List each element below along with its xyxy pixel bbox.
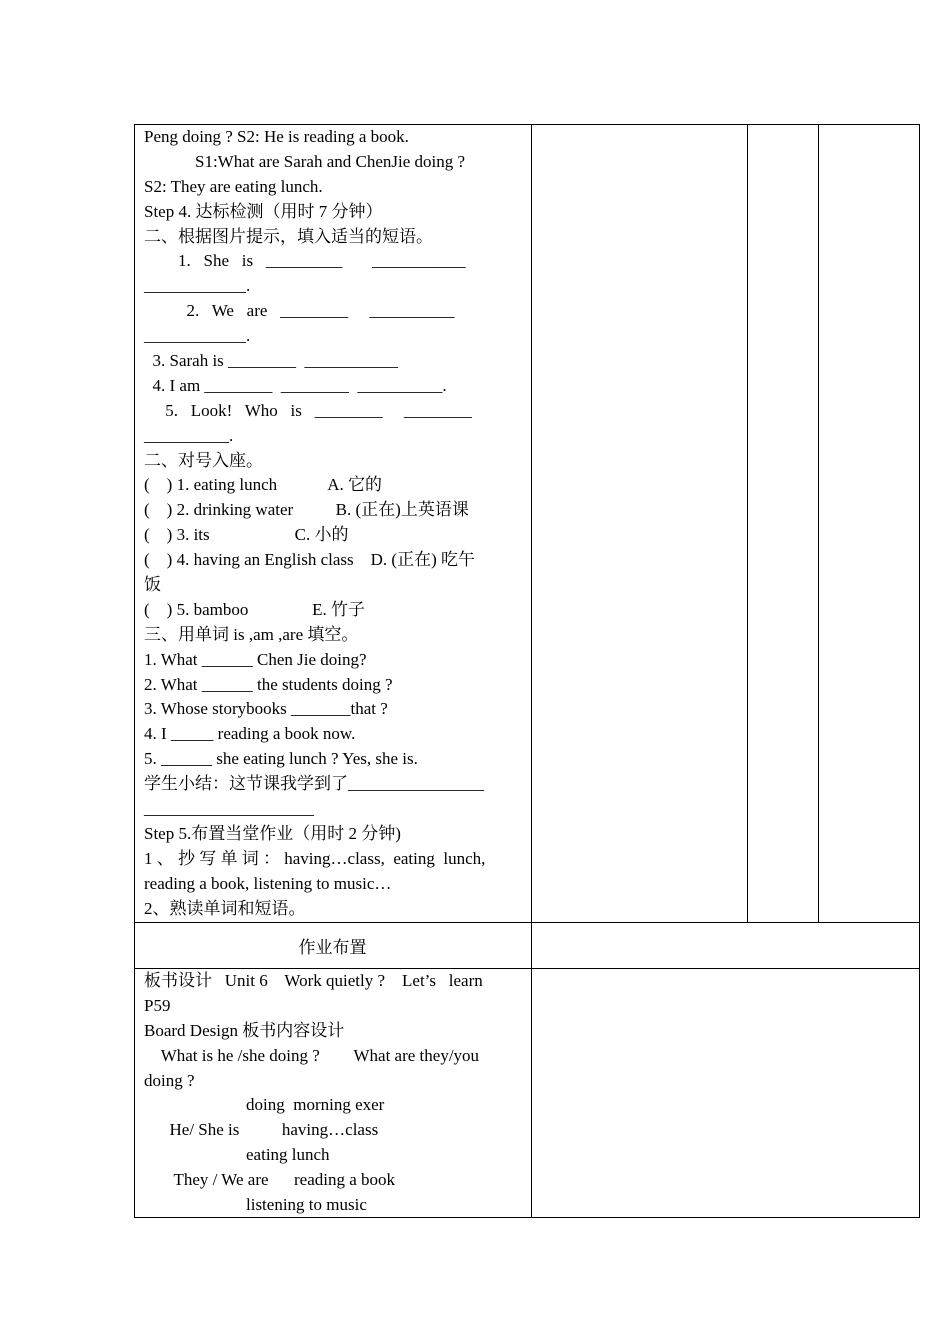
text-line: 二、对号入座。 [144,450,263,470]
text-line: They / We are reading a book [144,1170,396,1190]
text-line: doing ? [144,1070,195,1090]
text-line: 2、熟读单词和短语。 [144,898,306,918]
text-line: Step 4. 达标检测（用时 7 分钟） [144,201,383,221]
text-line: eating lunch [144,1145,330,1165]
text-line: ( ) 3. its C. 小的 [144,525,349,545]
column-divider-3 [818,124,819,922]
text-line: 1. She is _________ ___________ [144,251,466,271]
text-line: 1 、 抄 写 单 词 ： having…class, eating lunch, [144,848,486,868]
text-line: ( ) 1. eating lunch A. 它的 [144,475,382,495]
text-line: 二、根据图片提示，填入适当的短语。 [144,226,433,246]
column-divider-2 [747,124,748,922]
text-line: S2: They are eating lunch. [144,176,323,196]
text-line: 3. Whose storybooks _______that ? [144,699,388,719]
text-line: listening to music [144,1195,367,1215]
text-line: 饭 [144,575,161,595]
text-line: Peng doing ? S2: He is reading a book. [144,127,409,146]
text-line: __________. [144,425,234,445]
text-line: ( ) 5. bamboo E. 竹子 [144,599,365,619]
text-line: 4. I am ________ ________ __________. [144,375,447,395]
board-design-cell [144,969,524,1218]
text-line: Board Design 板书内容设计 [144,1020,345,1040]
text-line: doing morning exer [144,1095,385,1115]
text-line: 2. What ______ the students doing ? [144,674,393,694]
text-line: P59 [144,995,171,1015]
text-line: 板书设计 Unit 6 Work quietly ? Let’s learn [144,971,483,990]
text-line: 4. I _____ reading a book now. [144,724,356,744]
text-line: reading a book, listening to music… [144,873,392,893]
text-line: ____________. [144,326,251,346]
text-line: 1. What ______ Chen Jie doing? [144,649,367,669]
homework-label: 作业布置 [298,937,367,957]
text-line: 5. Look! Who is ________ ________ [144,400,472,420]
text-line: ____________________ [144,799,314,819]
text-line: 5. ______ she eating lunch ? Yes, she is. [144,749,418,769]
text-line: 三、用单词 is ,am ,are 填空。 [144,624,359,644]
text-line: 学生小结：这节课我学到了________________ [144,774,484,794]
text-line: 3. Sarah is ________ ___________ [144,351,399,371]
text-line: What is he /she doing ? What are they/you [144,1045,480,1065]
text-line: ( ) 2. drinking water B. (正在)上英语课 [144,500,469,520]
text-line: ( ) 4. having an English class D. (正在) 吃午 [144,550,475,570]
text-line: He/ She is having…class [144,1120,379,1140]
text-line: S1:What are Sarah and ChenJie doing ? [144,151,466,171]
text-line: ____________. [144,276,251,296]
column-divider-main [531,124,532,1218]
text-line: Step 5.布置当堂作业（用时 2 分钟) [144,823,401,843]
text-line: 2. We are ________ __________ [144,301,455,321]
step-section-cell [144,125,524,922]
